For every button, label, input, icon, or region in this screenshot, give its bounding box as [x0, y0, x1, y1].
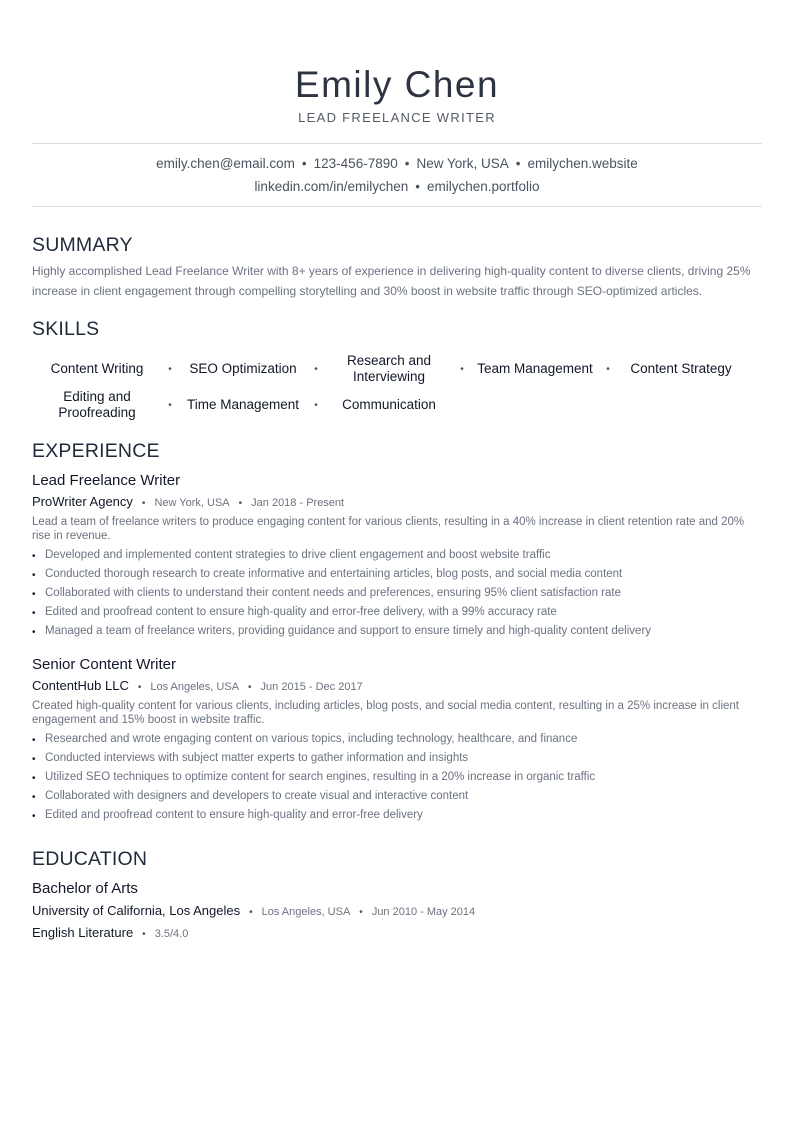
- job-bullet: • Collaborated with designers and developers to create visual and interactive content: [32, 787, 762, 806]
- job-bullet: • Conducted interviews with subject matter experts to gather information and insights: [32, 749, 762, 768]
- edu-school: University of California, Los Angeles: [32, 903, 241, 918]
- skills-grid: [32, 351, 762, 423]
- job-company: ProWriter Agency: [32, 494, 133, 509]
- contact-portfolio[interactable]: emilychen.portfolio: [427, 179, 540, 194]
- skill-item: SEO Optimization: [189, 361, 297, 376]
- experience-heading: EXPERIENCE: [32, 440, 160, 462]
- contact-separator: •: [404, 156, 410, 171]
- summary-section: [32, 233, 762, 301]
- edu-dates: Jun 2010 - May 2014: [371, 906, 476, 918]
- job-bullet: • Conducted thorough research to create informative and entertaining articles, blog posts, and social media content: [32, 565, 762, 584]
- edu-gpa: 3.5/4.0: [154, 928, 189, 940]
- job-bullet: • Developed and implemented content strategies to drive client engagement and boost website traffic: [32, 546, 762, 565]
- edu-major-line: [32, 923, 762, 945]
- job-bullet: • Edited and proofread content to ensure high-quality and error-free delivery, with a 99% accuracy rate: [32, 603, 762, 622]
- contact-line-2: [32, 175, 762, 198]
- skill-item: Team Management: [477, 361, 593, 376]
- skill-item: Research and Interviewing: [346, 353, 432, 384]
- job-bullets: [32, 546, 762, 641]
- job-location: New York, USA: [154, 497, 230, 509]
- skill-item: Time Management: [186, 397, 300, 412]
- job-meta: [32, 493, 762, 513]
- job-meta: [32, 677, 762, 697]
- skills-heading: SKILLS: [32, 318, 100, 340]
- skill-item: Content Writing: [50, 361, 144, 376]
- job-description: Created high-quality content for various clients, including articles, blog posts, and social media content, resulting in a 25% increase in client engagement and 15% boost in website traffic.: [32, 700, 739, 726]
- contact-separator: •: [415, 179, 420, 194]
- edu-degree: Bachelor of Arts: [32, 880, 138, 897]
- meta-separator: •: [137, 682, 142, 693]
- header-divider-bottom: [32, 206, 762, 207]
- job-bullet: • Edited and proofread content to ensure high-quality and error-free delivery: [32, 806, 762, 825]
- skill-separator: •: [606, 363, 610, 375]
- summary-heading: SUMMARY: [32, 234, 133, 256]
- experience-section: [32, 439, 762, 825]
- contact-phone[interactable]: 123-456-7890: [313, 156, 398, 171]
- job-description: Lead a team of freelance writers to produce engaging content for various clients, resulting in a 40% increase in client retention rate and 20% rise in revenue.: [32, 516, 745, 542]
- job-dates: Jun 2015 - Dec 2017: [260, 681, 363, 693]
- skill-separator: •: [168, 363, 172, 375]
- job-bullets: [32, 730, 762, 825]
- education-section: [32, 847, 762, 945]
- contact-location: New York, USA: [416, 156, 509, 171]
- job-company: ContentHub LLC: [32, 678, 129, 693]
- skills-row: [32, 387, 762, 423]
- contact-email[interactable]: emily.chen@email.com: [156, 156, 295, 171]
- skill-item: Content Strategy: [630, 361, 732, 376]
- job-entry: [32, 471, 762, 641]
- job-title: Lead Freelance Writer: [32, 472, 181, 489]
- skill-item: Communication: [342, 397, 436, 412]
- contact-separator: •: [515, 156, 521, 171]
- edu-school-line: [32, 901, 762, 923]
- job-location: Los Angeles, USA: [150, 681, 240, 693]
- contact-linkedin[interactable]: linkedin.com/in/emilychen: [254, 179, 409, 194]
- job-bullet: • Managed a team of freelance writers, providing guidance and support to ensure timely and high-quality content delivery: [32, 622, 762, 641]
- meta-separator: •: [141, 498, 146, 509]
- meta-separator: •: [249, 907, 253, 918]
- job-dates: Jan 2018 - Present: [251, 497, 345, 509]
- skill-separator: •: [168, 399, 172, 411]
- edu-location: Los Angeles, USA: [261, 906, 351, 918]
- education-entry: [32, 879, 762, 945]
- contact-line-1: [32, 152, 762, 175]
- job-bullet: • Researched and wrote engaging content on various topics, including technology, healthcare, and finance: [32, 730, 762, 749]
- skill-separator: •: [314, 399, 318, 411]
- resume-page: [32, 0, 762, 945]
- skill-separator: •: [460, 363, 464, 375]
- job-title: Senior Content Writer: [32, 656, 176, 673]
- meta-separator: •: [359, 907, 363, 918]
- meta-separator: •: [142, 929, 146, 940]
- skills-section: [32, 317, 762, 423]
- contact-block: [32, 144, 762, 206]
- job-bullet: • Utilized SEO techniques to optimize content for search engines, resulting in a 20% increase in organic traffic: [32, 768, 762, 787]
- edu-major: English Literature: [32, 925, 134, 940]
- meta-separator: •: [248, 682, 252, 693]
- skill-separator: •: [314, 363, 318, 375]
- skills-row: [32, 351, 762, 387]
- skill-item: Editing and Proofreading: [58, 389, 136, 420]
- job-bullet: • Collaborated with clients to understand their content needs and preferences, ensuring 95% client satisfaction rate: [32, 584, 762, 603]
- candidate-name: Emily Chen: [294, 64, 500, 105]
- contact-separator: •: [301, 156, 307, 171]
- candidate-title: LEAD FREELANCE WRITER: [298, 110, 496, 125]
- meta-separator: •: [238, 498, 243, 509]
- education-heading: EDUCATION: [32, 848, 148, 870]
- contact-website[interactable]: emilychen.website: [527, 156, 638, 171]
- summary-text: Highly accomplished Lead Freelance Writer with 8+ years of experience in delivering high-quality content to diverse clients, driving 25% increase in client engagement through compelling storytelling and 30% boost in website traffic through SEO-optimized articles.: [32, 264, 751, 298]
- job-entry: [32, 655, 762, 825]
